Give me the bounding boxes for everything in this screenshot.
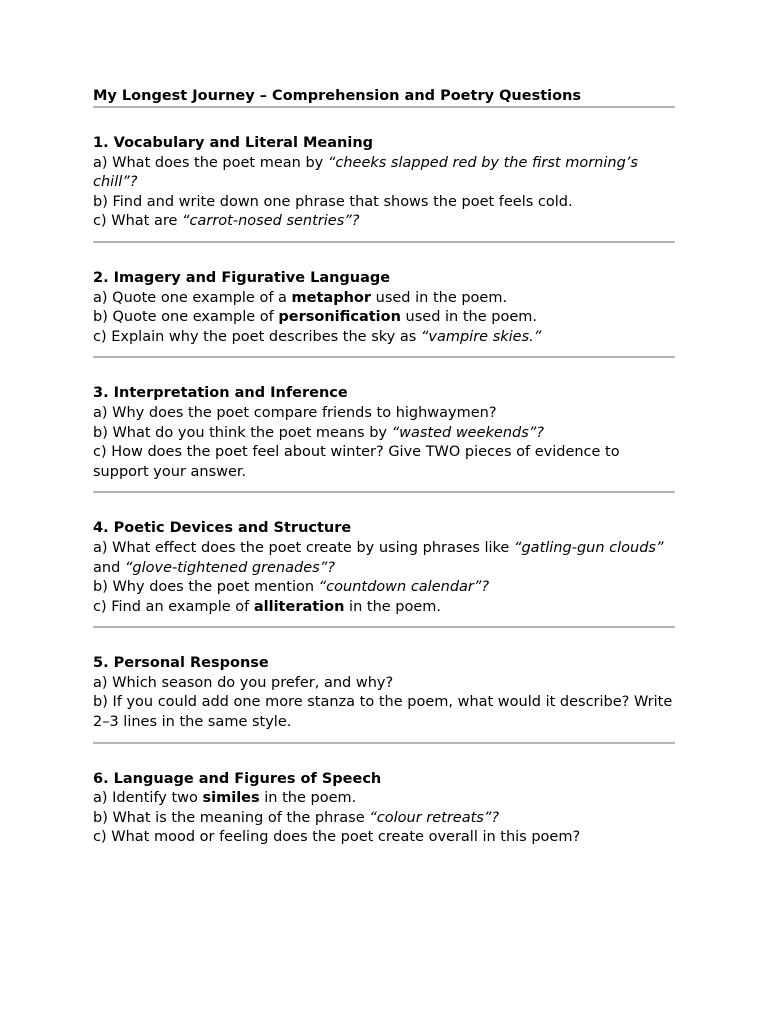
question-1b: b) Find and write down one phrase that shows the poet feels cold. <box>93 193 573 210</box>
section-heading: 1. Vocabulary and Literal Meaning <box>93 135 374 151</box>
question-6a: a) Identify two similes in the poem. <box>93 790 357 807</box>
question-4a: a) What effect does the poet create by using phrases like “gatling-gun clouds” and “glove-tightened grenades”? <box>93 539 664 576</box>
question-4b: b) Why does the poet mention “countdown calendar”? <box>93 579 490 596</box>
title-divider <box>93 106 675 108</box>
section-divider <box>93 491 675 493</box>
question-3c: c) How does the poet feel about winter? Give TWO pieces of evidence to support your answer. <box>93 444 620 480</box>
question-6b: b) What is the meaning of the phrase “colour retreats”? <box>93 809 500 826</box>
section-personal-response <box>93 654 675 732</box>
question-1a: a) What does the poet mean by “cheeks slapped red by the first morning’s chill”? <box>93 154 638 191</box>
question-2a: a) Quote one example of a metaphor used in the poem. <box>93 289 508 306</box>
section-interpretation <box>93 384 675 482</box>
section-heading: 2. Imagery and Figurative Language <box>93 269 391 286</box>
question-5b: b) If you could add one more stanza to the poem, what would it describe? Write 2–3 lines in the same style. <box>93 694 673 731</box>
document-title: My Longest Journey – Comprehension and Poetry Questions <box>93 88 582 104</box>
question-3b: b) What do you think the poet means by “wasted weekends”? <box>93 424 544 441</box>
section-divider <box>93 742 675 744</box>
section-devices <box>93 519 675 617</box>
section-vocabulary <box>93 134 675 232</box>
section-imagery <box>93 269 675 347</box>
worksheet-page <box>93 86 675 848</box>
section-heading: 4. Poetic Devices and Structure <box>93 520 352 537</box>
question-4c: c) Find an example of alliteration in the poem. <box>93 598 442 615</box>
section-heading: 6. Language and Figures of Speech <box>93 770 382 787</box>
question-2b: b) Quote one example of personification used in the poem. <box>93 309 537 326</box>
section-language <box>93 770 675 848</box>
question-6c: c) What mood or feeling does the poet create overall in this poem? <box>93 829 581 846</box>
question-3a: a) Why does the poet compare friends to highwaymen? <box>93 404 497 421</box>
question-2c: c) Explain why the poet describes the sky as “vampire skies.” <box>93 328 542 345</box>
section-divider <box>93 626 675 628</box>
section-heading: 3. Interpretation and Inference <box>93 385 348 402</box>
question-1c: c) What are “carrot-nosed sentries”? <box>93 213 360 230</box>
section-divider <box>93 241 675 243</box>
section-heading: 5. Personal Response <box>93 655 269 672</box>
section-divider <box>93 356 675 358</box>
question-5a: a) Which season do you prefer, and why? <box>93 674 394 691</box>
